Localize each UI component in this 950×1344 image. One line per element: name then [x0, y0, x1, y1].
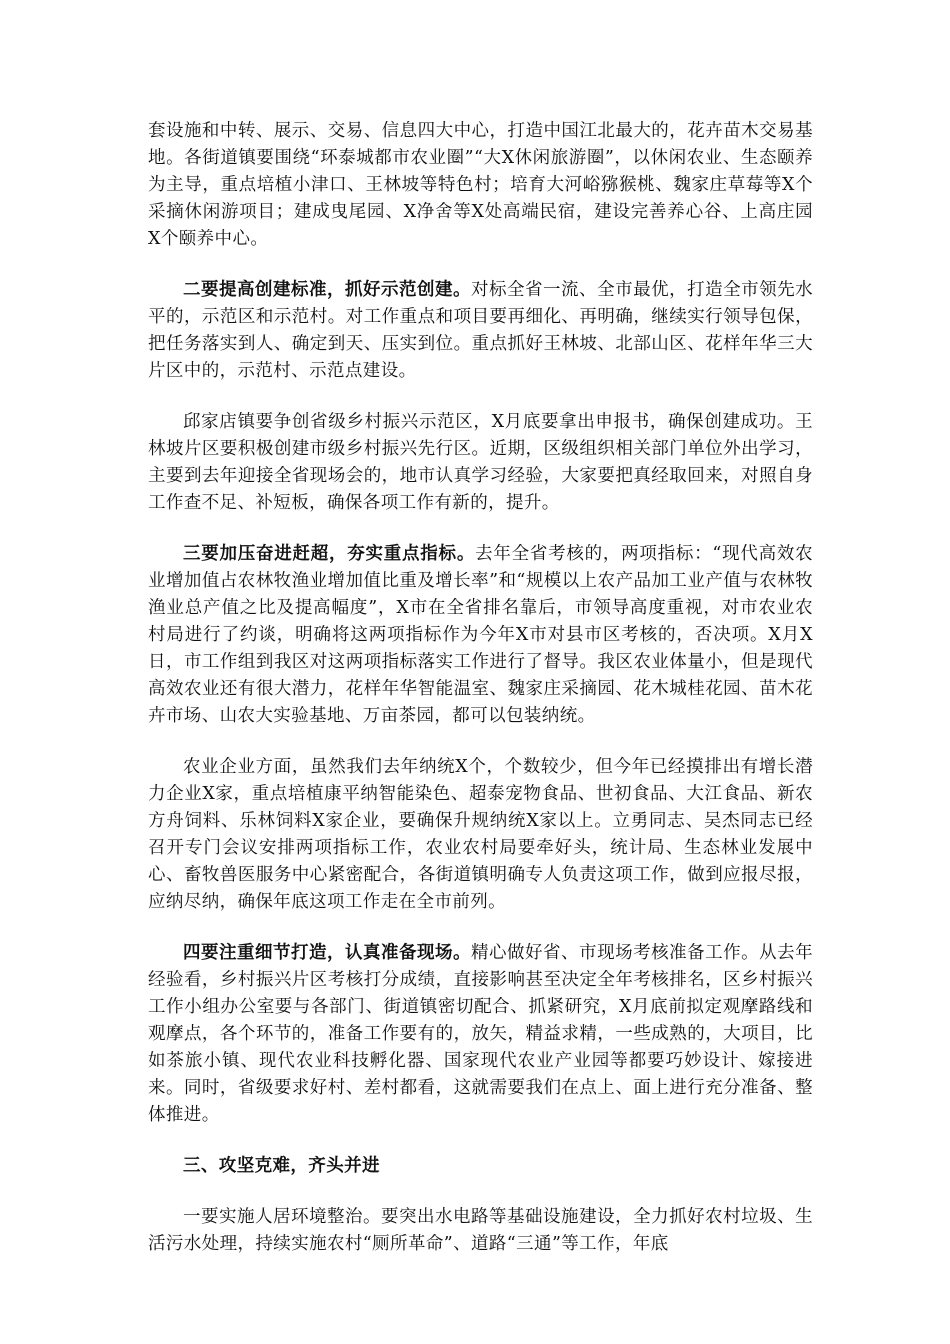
paragraph-5 — [148, 754, 813, 916]
paragraph-6-text: 精心做好省、市现场考核准备工作。从去年经验看，乡村振兴片区考核打分成绩，直接影响甚至决定全年考核排名，区乡村振兴工作小组办公室要与各部门、街道镇密切配合、抓紧研究，X月底前拟定观摩路线和观摩点，各个环节的，准备工作要有的，放矢，精益求精，一些成熟的，大项目，比如茶旅小镇、现代农业科技孵化器、国家现代农业产业园等都要巧妙设计、嫁接进来。同时，省级要求好村、差村都看，这就需要我们在点上、面上进行充分准备、整体推进。 — [148, 943, 813, 1125]
paragraph-final-text: 一要实施人居环境整治。要突出水电路等基础设施建设，全力抓好农村垃圾、生活污水处理，持续实施农村“厕所革命”、道路“三通”等工作，年底 — [148, 1207, 813, 1254]
paragraph-1 — [148, 118, 813, 253]
paragraph-4-lead: 三要加压奋进赶超，夯实重点指标。 — [183, 544, 476, 564]
paragraph-final — [148, 1204, 813, 1258]
section-heading: 三、攻坚克难，齐头并进 — [183, 1156, 380, 1176]
document-body — [148, 118, 813, 1282]
paragraph-4 — [148, 541, 813, 730]
paragraph-1-text: 套设施和中转、展示、交易、信息四大中心，打造中国江北最大的，花卉苗木交易基地。各街道镇要围绕“环泰城都市农业圈”“大X休闲旅游圈”，以休闲农业、生态颐养为主导，重点培植小津口、王林坡等特色村；培育大河峪猕猴桃、魏家庄草莓等X个采摘休闲游项目；建成曳尾园、X净舍等X处高端民宿，建设完善养心谷、上高庄园X个颐养中心。 — [148, 121, 813, 249]
paragraph-2-lead: 二要提高创建标准，抓好示范创建。 — [183, 280, 472, 300]
paragraph-4-text: 去年全省考核的，两项指标：“现代高效农业增加值占农林牧渔业增加值比重及增长率”和“规模以上农产品加工业产值与农林牧渔业总产值之比及提高幅度”，X市在全省排名靠后，市领导高度重视，对市农业农村局进行了约谈，明确将这两项指标作为今年X市对县市区考核的，否决项。X月X日，市工作组到我区对这两项指标落实工作进行了督导。我区农业体量小，但是现代高效农业还有很大潜力，花样年华智能温室、魏家庄采摘园、花木城桂花园、苗木花卉市场、山农大实验基地、万亩茶园，都可以包装纳统。 — [148, 544, 814, 726]
paragraph-3 — [148, 409, 813, 517]
paragraph-6-lead: 四要注重细节打造，认真准备现场。 — [183, 943, 472, 963]
paragraph-5-text: 农业企业方面，虽然我们去年纳统X个，个数较少，但今年已经摸排出有增长潜力企业X家，重点培植康平纳智能染色、超泰宠物食品、世初食品、大江食品、新农方舟饲料、乐林饲料X家企业，要确保升规纳统X家以上。立勇同志、吴杰同志已经召开专门会议安排两项指标工作，农业农村局要牵好头，统计局、生态林业发展中心、畜牧兽医服务中心紧密配合，各街道镇明确专人负责这项工作，做到应报尽报，应纳尽纳，确保年底这项工作走在全市前列。 — [148, 757, 813, 912]
paragraph-2-text: 对标全省一流、全市最优，打造全市领先水平的，示范区和示范村。对工作重点和项目要再细化、再明确，继续实行领导包保，把任务落实到人、确定到天、压实到位。重点抓好王林坡、北部山区、花样年华三大片区中的，示范村、示范点建设。 — [148, 280, 813, 381]
paragraph-2 — [148, 277, 813, 385]
paragraph-3-text: 邱家店镇要争创省级乡村振兴示范区，X月底要拿出申报书，确保创建成功。王林坡片区要积极创建市级乡村振兴先行区。近期，区级组织相关部门单位外出学习，主要到去年迎接全省现场会的，地市认真学习经验，大家要把真经取回来，对照自身工作查不足、补短板，确保各项工作有新的，提升。 — [148, 412, 813, 513]
paragraph-6 — [148, 940, 813, 1129]
